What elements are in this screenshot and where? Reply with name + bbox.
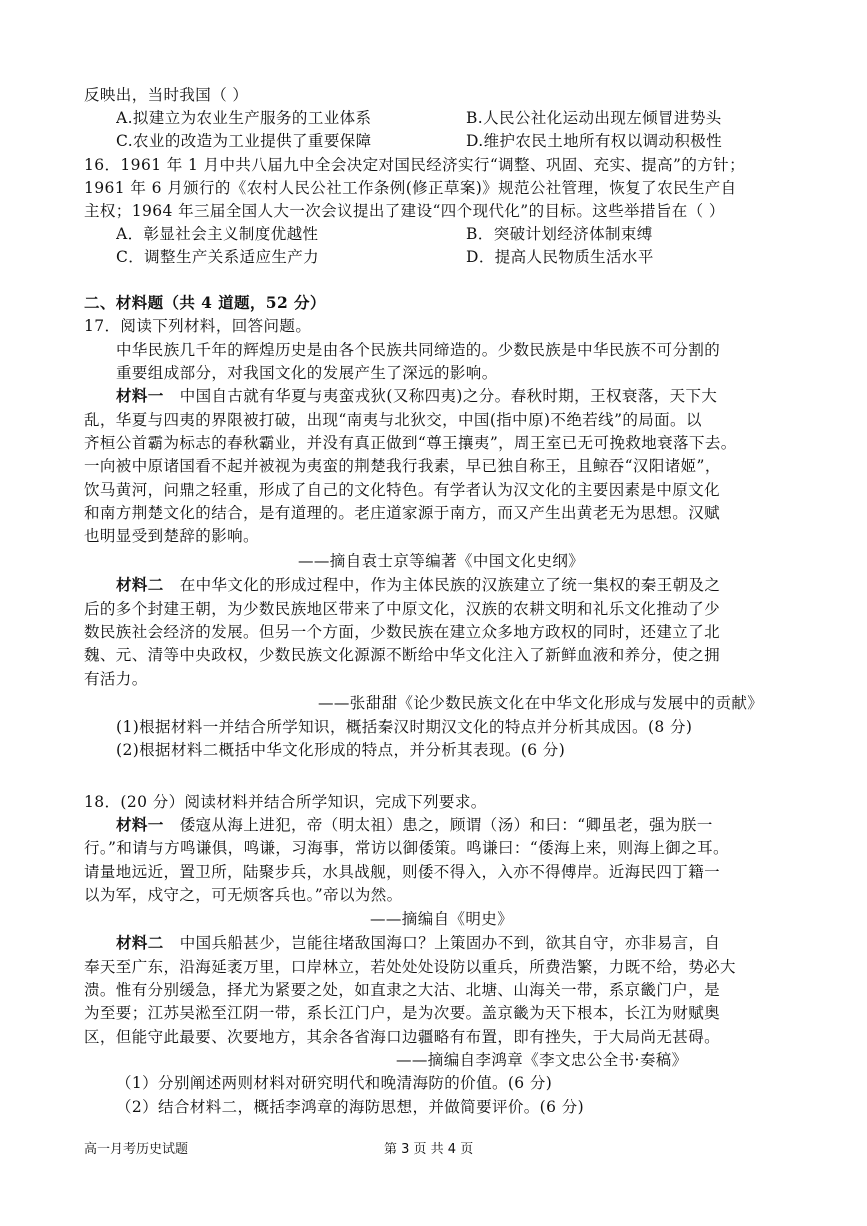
- material-label: 材料二: [116, 575, 164, 594]
- q18-material-2-source: ——摘编自李鸿章《李文忠公全书·奏稿》: [396, 1051, 688, 1069]
- option-d: D.维护农民土地所有权以调动积极性: [466, 132, 723, 150]
- q17-material-1-line: 也明显受到楚辞的影响。: [84, 527, 259, 545]
- q18-subquestion-1: （1）分别阐述两则材料对研究明代和晚清海防的价值。(6 分): [116, 1074, 553, 1092]
- question-18-intro: 18．(20 分）阅读材料并结合所学知识，完成下列要求。: [84, 793, 487, 811]
- question-stem-end: 反映出，当时我国（ ）: [84, 86, 249, 104]
- q18-subquestion-2: （2）结合材料二，概括李鸿章的海防思想，并做简要评价。(6 分): [116, 1098, 585, 1116]
- q17-material-1-line-1: 材料一 中国自古就有华夏与夷蛮戎狄(又称四夷)之分。春秋时期，王权衰落，天下大: [116, 386, 718, 405]
- q18-material-1-line: 请量地远近，置卫所，陆聚步兵，水具战舰，则倭不得入，入亦不得傅岸。近海民四丁籍一: [84, 863, 721, 881]
- option-a: A.拟建立为农业生产服务的工业体系: [116, 109, 372, 127]
- q17-material-2-line: 有活力。: [84, 670, 148, 688]
- q18-material-2-line: 区，但能守此最要、次要地方，其余各省海口边疆略有布置，即有挫失，于大局尚无甚碍。: [84, 1028, 721, 1046]
- q17-material-2-source: ——张甜甜《论少数民族文化在中华文化形成与发展中的贡献》: [318, 694, 764, 712]
- q18-material-2-line: 为至要；江苏吴淞至江阴一带，系长江门户，是为次要。盖京畿为天下根本，长江为财赋奥: [84, 1004, 721, 1022]
- material-label: 材料二: [116, 933, 164, 952]
- material-label: 材料一: [116, 815, 164, 834]
- q17-subquestion-2: (2)根据材料二概括中华文化形成的特点，并分析其表现。(6 分): [116, 741, 566, 759]
- q17-material-1-line: 饮马黄河，问鼎之轻重，形成了自己的文化特色。有学者认为汉文化的主要因素是中原文化: [84, 481, 721, 499]
- section-heading: 二、材料题（共 4 道题，52 分）: [84, 293, 326, 312]
- q17-paragraph-cont: 重要组成部分，对我国文化的发展产生了深远的影响。: [116, 364, 498, 382]
- q17-material-2-line: 魏、元、清等中央政权，少数民族文化源源不断给中华文化注入了新鲜血液和养分，使之拥: [84, 646, 721, 664]
- question-16-line-1: 16．1961 年 1 月中共八届九中全会决定对国民经济实行“调整、巩固、充实、提高”的方针；: [84, 156, 745, 174]
- q18-material-1-line: 行。”和请与方鸣谦俱，鸣谦，习海事，常访以御倭策。鸣谦曰：“倭海上来，则海上御之耳。: [84, 839, 729, 857]
- question-17-intro: 17．阅读下列材料，回答问题。: [84, 317, 312, 335]
- option-b: B.人民公社化运动出现左倾冒进势头: [466, 109, 722, 127]
- q18-material-1-line: 以为军，戍守之，可无烦客兵也。”帝以为然。: [84, 886, 403, 904]
- q17-material-2-line: 后的多个封建王朝，为少数民族地区带来了中原文化，汉族的农耕文明和礼乐文化推动了少: [84, 600, 721, 618]
- question-16-line-3: 主权；1964 年三届全国人大一次会议提出了建设“四个现代化”的目标。这些举措旨在（ ）: [84, 202, 725, 220]
- q18-material-2-line-1: 材料二 中国兵船甚少，岂能往堵敌国海口？上策固办不到，欲其自守，亦非易言，自: [116, 933, 721, 952]
- q17-material-1-line: 一向被中原诸国看不起并被视为夷蛮的荆楚我行我素，早已独自称王，且鲸吞“汉阳诸姬”，: [84, 457, 721, 475]
- q18-material-2-line: 奉天至广东，沿海延袤万里，口岸林立，若处处处设防以重兵，所费浩繁，力既不给，势必大: [84, 958, 736, 976]
- q17-material-1-line: 齐桓公首霸为标志的春秋霸业，并没有真正做到“尊王攘夷”，周王室已无可挽救地衰落下去。: [84, 434, 737, 452]
- q17-paragraph: 中华民族几千年的辉煌历史是由各个民族共同缔造的。少数民族是中华民族不可分割的: [116, 341, 721, 359]
- q17-material-2-line-1: 材料二 在中华文化的形成过程中，作为主体民族的汉族建立了统一集权的秦王朝及之: [116, 575, 721, 594]
- q16-option-d: D．提高人民物质生活水平: [466, 248, 654, 266]
- q16-option-b: B．突破计划经济体制束缚: [466, 225, 653, 243]
- q17-material-1-line: 乱，华夏与四夷的界限被打破，出现“南夷与北狄交，中国(指中原)不绝若线”的局面。以: [84, 411, 702, 429]
- q16-option-a: A．彰显社会主义制度优越性: [116, 225, 319, 243]
- q17-material-1-line: 和南方荆楚文化的结合，是有道理的。老庄道家源于南方，而又产生出黄老无为思想。汉赋: [84, 504, 721, 522]
- material-label: 材料一: [116, 386, 164, 405]
- q17-material-2-line: 数民族社会经济的发展。但另一个方面，少数民族在建立众多地方政权的同时，还建立了北: [84, 623, 721, 641]
- q18-material-2-line: 溃。惟有分别缓急，择尤为紧要之处，如直隶之大沽、北塘、山海关一带，系京畿门户，是: [84, 981, 721, 999]
- question-16-line-2: 1961 年 6 月颁行的《农村人民公社工作条例(修正草案)》规范公社管理，恢复了农民生产自: [84, 179, 737, 197]
- q17-material-1-source: ——摘自袁士京等编著《中国文化史纲》: [298, 552, 585, 570]
- option-c: C.农业的改造为工业提供了重要保障: [116, 132, 372, 150]
- q17-subquestion-1: (1)根据材料一并结合所学知识，概括秦汉时期汉文化的特点并分析其成因。(8 分): [116, 718, 693, 736]
- q18-material-1-source: ——摘编自《明史》: [370, 910, 514, 928]
- q18-material-1-line-1: 材料一 倭寇从海上进犯，帝（明太祖）患之，顾谓（汤）和曰：“卿虽老，强为朕一: [116, 815, 713, 834]
- q16-option-c: C．调整生产关系适应生产力: [116, 248, 320, 266]
- footer-page-number: 第 3 页 共 4 页: [384, 1142, 474, 1157]
- footer-exam-title: 高一月考历史试题: [84, 1142, 189, 1157]
